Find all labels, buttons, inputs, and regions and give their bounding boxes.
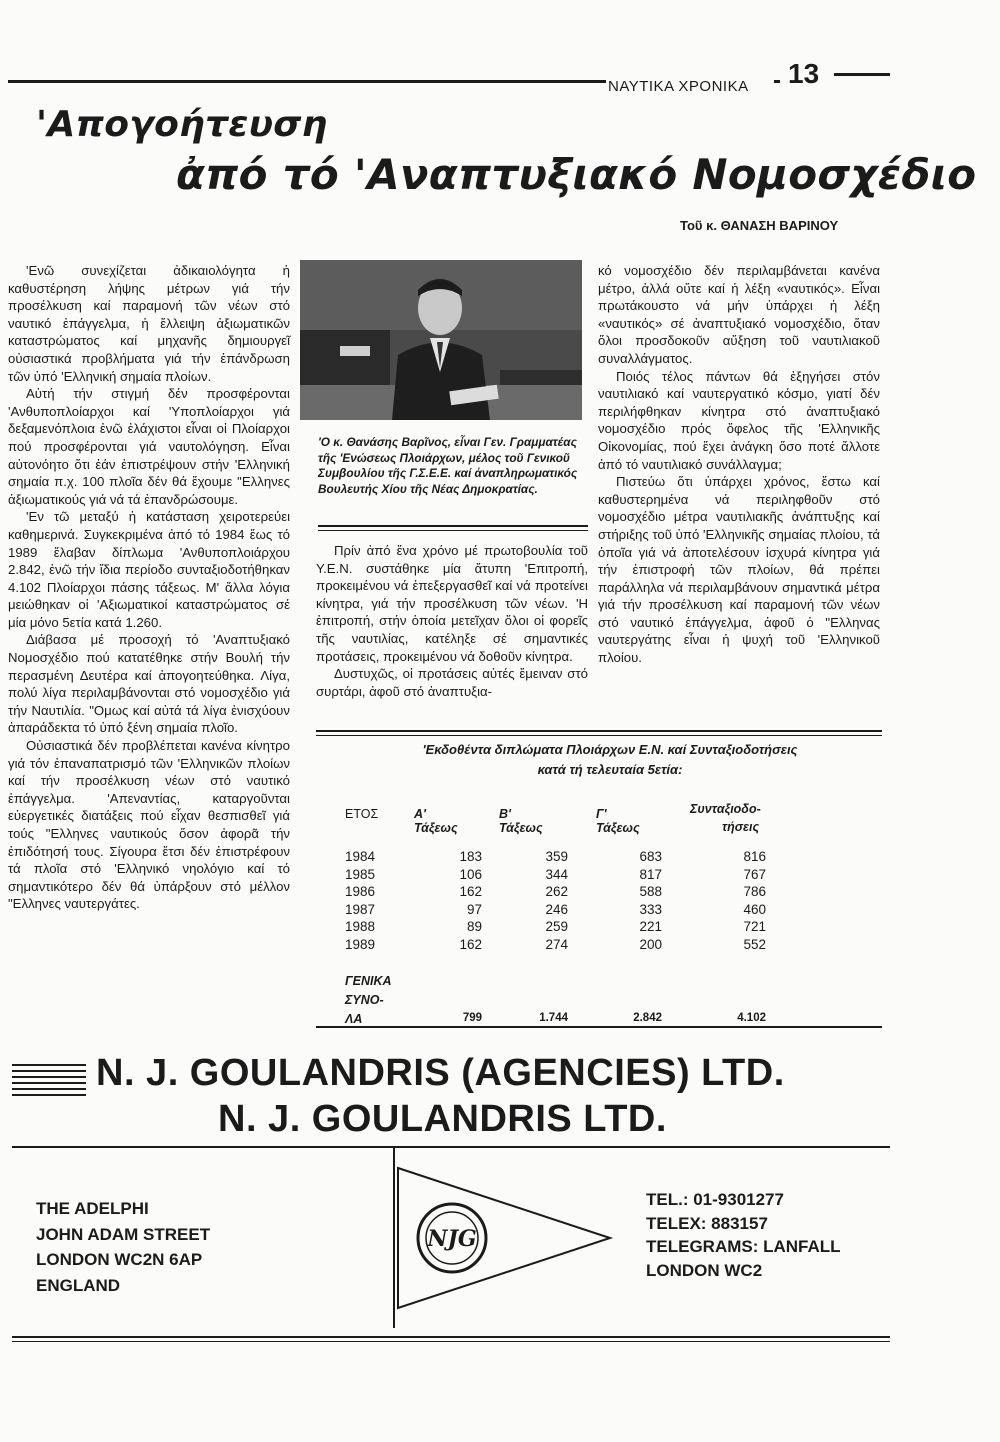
cell-pension: 552 — [743, 937, 766, 952]
table-header-b-class: Β' Τάξεως — [499, 807, 543, 835]
table-header-c-class: Γ' Τάξεως — [596, 807, 640, 835]
address-line: JOHN ADAM STREET — [36, 1224, 211, 1244]
publication-name: ΝΑΥΤΙΚΑ ΧΡΟΝΙΚΑ — [608, 78, 749, 95]
cell-pension: 786 — [743, 884, 766, 900]
page-number: 13 — [788, 58, 820, 89]
cell-b-class: 344 — [545, 866, 568, 882]
address-line: THE ADELPHI — [36, 1199, 149, 1218]
paragraph: κό νομοσχέδιο δέν περιλαμβάνεται κανένα μέτρο, ἀλλά οὔτε καί ἡ λέξη «ναυτικός». Εἶναι πρωτάκουστο νά μήν ὑπάρχει ἡ λέξη «ναυτικός» σέ ἀναπτυξιακό νομοσχέδιο, ὅταν ὅλοι προσδοκοῦν αὔξηση τοῦ ναυτιλιακοῦ συναλλάγματος. — [598, 263, 880, 366]
table-title-line2: κατά τή τελευταία 5ετία: — [537, 762, 683, 777]
paragraph: Οὐσιαστικά δέν προβλέπεται κανένα κίνητρο γιά τόν ἐπαναπατρισμό τῶν 'Ελληνικῶν πλοίων καί τήν προσέλκυση νέων στό ναυτικό ἐπάγγελμα. 'Απεναντίας, καταργοῦνται εὐεργετικές διατάξεις πού εἶχαν θεσπισθεῖ γιά τούς "Ελληνες ναυτικούς ὅσον ἀφορᾶ τήν ἐπιδότησή τους. Σίγουρα ἔτσι δέν ἐπιστρέφουν τά πλοῖα στό 'Ελληνικό νηολόγιο καί τό σημαντικότερο δέν θά ὑπάρξουν στό μέλλον "Ελληνες ναυτεργάτες. — [8, 738, 290, 912]
photo-caption: 'Ο κ. Θανάσης Βαρῖνος, εἶναι Γεν. Γραμματέας τῆς 'Ενώσεως Πλοιάρχων, μέλος τοῦ Γενικοῦ Συμβουλίου τῆς Γ.Σ.Ε.Ε. καί ἀναπληρωματικός Βουλευτής Χίου τῆς Νέας Δημοκρατίας. — [318, 435, 578, 496]
cell-year: 1988 — [345, 919, 376, 935]
paragraph: Δυστυχῶς, οἱ προτάσεις αὐτές ἔμειναν στό συρτάρι, ἀφοῦ στό ἀναπτυξια- — [316, 666, 588, 699]
cell-a-class: 162 — [459, 884, 482, 900]
contact-line: TEL.: 01-9301277 — [646, 1190, 784, 1209]
table-title-line1: 'Εκδοθέντα διπλώματα Πλοιάρχων Ε.Ν. καί Συνταξιοδοτήσεις — [422, 742, 798, 757]
table-header-pension-2: τήσεις — [722, 820, 760, 834]
table-rule-top-2 — [316, 735, 882, 736]
advert-contact — [646, 1188, 841, 1282]
cell-pension: 460 — [743, 901, 766, 917]
cell-c-class: 200 — [639, 937, 662, 952]
company-pennant-logo-icon — [358, 1142, 620, 1332]
caption-rule-bottom — [318, 530, 588, 531]
cell-c-class: 588 — [639, 884, 662, 900]
total-b-class: 1.744 — [539, 1012, 568, 1024]
article-middle-column — [316, 542, 588, 700]
header-rule-left — [8, 80, 606, 83]
table-header-a-class: Α' Τάξεως — [414, 807, 458, 835]
totals-label-3: ΛΑ — [345, 1012, 363, 1026]
table-title — [360, 740, 860, 780]
advert-address — [36, 1196, 210, 1298]
paragraph: Διάβασα μέ προσοχή τό 'Αναπτυξιακό Νομοσχέδιο πού κατατέθηκε στήν Βουλή τήν περασμένη Δευτέρα καί ἀπογοητεύθηκα. Λίγα, πολύ λίγα περιλαμβάνονται στό νομοσχέδιο γιά τήν Ναυτιλία. "Ομως καί αὐτά τά λίγα ἐνισχύουν ἀπαράδεκτα τό ὑπό ξένη σημαία πλοῖο. — [8, 632, 290, 736]
cell-year: 1987 — [345, 901, 376, 917]
header-rule-mid — [774, 80, 780, 83]
caption-rule-top — [318, 525, 588, 527]
totals-label-1: ΓΕΝΙΚΑ — [345, 974, 392, 988]
paragraph: Ποιός τέλος πάντων θά ἐξηγήσει στόν ναυτιλιακό καί ναυτεργατικό κόσμο, γιατί δέν περιλήφθηκαν κίνητρα στό ἀναπτυξιακό νομοσχέδιο πρός ὄφελος τῆς 'Ελληνικῆς Οἰκονομίας, πού ἔχει ἀνάγκη ὅσο ποτέ ἄλλοτε ἀπό τό ναυτιλιακό συνάλλαγμα; — [598, 368, 880, 472]
paragraph: 'Εν τῶ μεταξύ ἡ κατάσταση χειροτερεύει καθημερινά. Συγκεκριμένα ἀπό τό 1984 ἕως τό 1989 ἔλαβαν δίπλωμα 'Ανθυποπλοιάρχου 2.842, ἐνῶ τήν ἴδια περίοδο συνταξιοδοτήθηκαν 4.102 Πλοίαρχοι πάσης τάξεως. Μ' ἄλλα λόγια μειώθηκαν οἱ 'Αξιωματικοί καταστρώματος σέ μία μόνο 5ετία κατά 1.260. — [8, 509, 290, 630]
total-a-class: 799 — [462, 1012, 482, 1024]
table-header-pension-1: Συνταξιοδο- — [690, 802, 761, 816]
total-pension: 4.102 — [737, 1012, 766, 1024]
cell-c-class: 333 — [639, 901, 662, 917]
contact-line: TELEX: 883157 — [646, 1213, 768, 1233]
advert-rule-bottom-2 — [12, 1341, 890, 1342]
article-title-line2: ἀπό τό 'Αναπτυξιακό Νομοσχέδιο — [176, 150, 977, 199]
cell-pension: 721 — [743, 919, 766, 935]
cell-a-class: 89 — [466, 919, 482, 935]
article-byline: Τοῦ κ. ΘΑΝΑΣΗ ΒΑΡΙΝΟΥ — [680, 218, 839, 233]
logo-monogram: NJG — [427, 1226, 477, 1252]
cell-c-class: 221 — [639, 919, 662, 935]
cell-a-class: 162 — [459, 937, 482, 952]
address-line: ENGLAND — [36, 1275, 121, 1295]
table-rule-bottom — [316, 1026, 882, 1028]
contact-line: LONDON WC2 — [646, 1260, 763, 1280]
advert-company-line1: N. J. GOULANDRIS (AGENCIES) LTD. — [96, 1052, 785, 1094]
cell-year: 1985 — [345, 866, 376, 882]
table-header-year: ΕΤΟΣ — [345, 807, 379, 821]
contact-line: TELEGRAMS: LANFALL — [646, 1237, 841, 1256]
paragraph: Πιστεύω ὅτι ὑπάρχει χρόνος, ἔστω καί καθυστερημένα νά περιληφθοῦν στό νομοσχέδιο μέτρα ναυτιλιακῆς ἀνάπτυξης καί στήριξης τοῦ ὑπό 'Ελληνικῆς σημαίας πλοίου, τά ὁποῖα γιά νά ἀποτελέσουν ἰσχυρά κίνητρα γιά τήν ἐπιστροφή τῶν πλοίων, θά πρέπει παράλληλα νά περιλαμβάνουν σημαντικά μέτρα γιά τήν προσέλκυση καί παραμονή τῶν νέων στό ναυτικό ἐπάγγελμα, ἀφοῦ ὁ "Ελληνας ναυτεργάτης εἶναι ἡ ψυχή τοῦ 'Ελληνικοῦ πλοίου. — [598, 474, 880, 666]
advert-rule-bottom-1 — [12, 1336, 890, 1338]
table-rule-top-1 — [316, 730, 882, 732]
article-left-column — [8, 262, 290, 913]
cell-year: 1984 — [345, 849, 376, 864]
cell-a-class: 97 — [466, 901, 482, 917]
cell-year: 1989 — [345, 937, 376, 952]
address-line: LONDON WC2N 6AP — [36, 1250, 203, 1269]
article-right-column — [598, 262, 880, 667]
paragraph: Πρίν ἀπό ἕνα χρόνο μέ πρωτοβουλία τοῦ Υ.Ε.Ν. συστάθηκε μία ἄτυπη 'Επιτροπή, προκειμένου νά ἐπεξεργασθεῖ καί νά προτείνει κίνητρα, γιά τήν προσέλκυση τῶν νέων. 'Η ἐπιτροπή, στήν ὁποία μετεῖχαν ὅλοι οἱ φορεῖς τῆς ναυτιλίας, κατέληξε σέ σημαντικές προτάσεις, προκειμένου νά δοθοῦν κίνητρα. — [316, 543, 588, 664]
advert-company-line2: N. J. GOULANDRIS LTD. — [218, 1098, 667, 1140]
cell-b-class: 359 — [545, 849, 568, 864]
total-c-class: 2.842 — [633, 1012, 662, 1024]
cell-pension: 816 — [743, 849, 766, 864]
cell-c-class: 817 — [639, 866, 662, 882]
cell-pension: 767 — [743, 866, 766, 882]
cell-a-class: 106 — [459, 866, 482, 882]
cell-year: 1986 — [345, 884, 376, 900]
cell-b-class: 259 — [545, 919, 568, 935]
totals-label-2: ΣΥΝΟ- — [345, 993, 384, 1007]
paragraph: 'Ενῶ συνεχίζεται ἀδικαιολόγητα ἡ καθυστέρηση λήψης μέτρων γιά τήν προσέλκυση καί παραμονή τῶν νέων στό ναυτικό ἐπάγγελμα, ἡ ἔλλειψη ἀξιωματικῶν καταστρώματος καί μηχανῆς δημιουργεῖ οὐσιαστικά προβλήματα γιά τήν ἐπάνδρωση τῶν ὑπό 'Ελληνική σημαία πλοίων. — [8, 263, 290, 384]
header-rule-right — [834, 73, 890, 76]
cell-a-class: 183 — [459, 849, 482, 864]
cell-c-class: 683 — [639, 849, 662, 864]
author-photo — [300, 260, 582, 420]
cell-b-class: 246 — [545, 901, 568, 917]
author-photo-drawing — [300, 260, 582, 420]
cell-b-class: 274 — [545, 937, 568, 952]
cell-b-class: 262 — [545, 884, 568, 900]
paragraph: Αὐτή τήν στιγμή δέν προσφέρονται 'Ανθυποπλοίαρχοι καί 'Υποπλοίαρχοι γιά δεξαμενόπλοια ἐνῶ ἐλάχιστοι εἶναι οἱ Πλοίαρχοι πού προσφέρονται γιά ναυτολόγηση. Εἶναι αὐτονόητο ὅτι ἐάν ἐπιστρέψουν στήν 'Ελληνική σημαία π.χ. 100 πλοῖα δέν θά ἔχουμε "Ελληνες ἀξιωματικούς γιά νά τά ἐπανδρώσουμε. — [8, 386, 290, 507]
article-title-line1: 'Απογοήτευση — [36, 104, 328, 145]
